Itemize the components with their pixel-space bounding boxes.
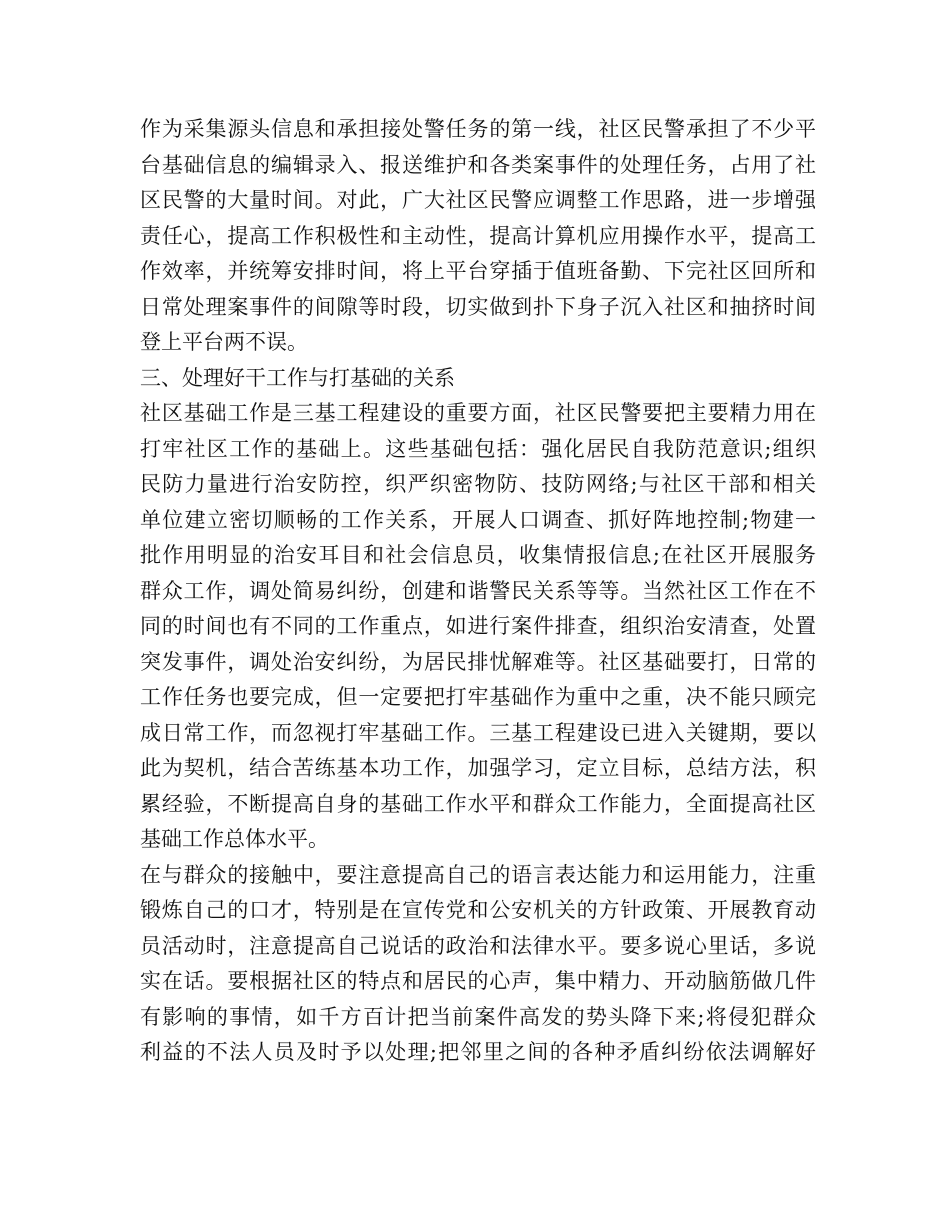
paragraph-community-foundation [140,396,816,858]
paragraph-communication [140,858,816,1071]
text-line: 同的时间也有不同的工作重点，如进行案件排查，组织治安清查，处置 [140,614,816,638]
paragraph-platform-work [140,112,816,361]
text-line: 作效率，并统筹安排时间，将上平台穿插于值班备勤、下完社区回所和 [140,259,816,283]
text-line: 打牢社区工作的基础上。这些基础包括：强化居民自我防范意识;组织 [140,436,816,461]
text-line: 群众工作，调处简易纠纷，创建和谐警民关系等等。当然社区工作在不 [140,578,816,603]
text-line: 责任心，提高工作积极性和主动性，提高计算机应用操作水平，提高工 [140,223,816,248]
text-line: 此为契机，结合苦练基本功工作，加强学习，定立目标，总结方法，积 [140,756,816,780]
text-line: 员活动时，注意提高自己说话的政治和法律水平。要多说心里话，多说 [140,933,816,958]
text-line: 社区基础工作是三基工程建设的重要方面，社区民警要把主要精力用在 [140,401,816,425]
text-line: 实在话。要根据社区的特点和居民的心声，集中精力、开动脑筋做几件 [140,969,816,993]
heading-text: 三、处理好干工作与打基础的关系 [140,365,455,390]
text-line: 区民警的大量时间。对此，广大社区民警应调整工作思路，进一步增强 [140,188,816,212]
text-line: 民防力量进行治安防控，织严织密物防、技防网络;与社区干部和相关 [140,472,816,496]
section-heading [140,361,816,397]
text-line: 在与群众的接触中，要注意提高自己的语言表达能力和运用能力，注重 [140,862,816,887]
text-line: 累经验，不断提高自身的基础工作水平和群众工作能力，全面提高社区 [140,791,816,816]
text-line: 成日常工作，而忽视打牢基础工作。三基工程建设已进入关键期，要以 [140,720,816,745]
text-line: 单位建立密切顺畅的工作关系，开展人口调查、抓好阵地控制;物建一 [140,507,816,532]
text-line: 基础工作总体水平。 [140,827,329,851]
text-line: 批作用明显的治安耳目和社会信息员，收集情报信息;在社区开展服务 [140,543,816,567]
text-line: 日常处理案事件的间隙等时段，切实做到扑下身子沉入社区和抽挤时间 [140,294,816,319]
text-line: 有影响的事情，如千方百计把当前案件高发的势头降下来;将侵犯群众 [140,1004,816,1029]
text-line: 作为采集源头信息和承担接处警任务的第一线，社区民警承担了不少平 [140,117,816,141]
text-line: 登上平台两不误。 [140,330,308,354]
text-line: 工作任务也要完成，但一定要把打牢基础作为重中之重，决不能只顾完 [140,685,816,709]
document-body [140,112,816,1071]
text-line: 锻炼自己的口才，特别是在宣传党和公安机关的方针政策、开展教育动 [140,898,816,922]
text-line: 利益的不法人员及时予以处理;把邻里之间的各种矛盾纠纷依法调解好 [140,1040,816,1064]
text-line: 突发事件，调处治安纠纷，为居民排忧解难等。社区基础要打，日常的 [140,649,816,674]
text-line: 台基础信息的编辑录入、报送维护和各类案事件的处理任务，占用了社 [140,152,816,177]
